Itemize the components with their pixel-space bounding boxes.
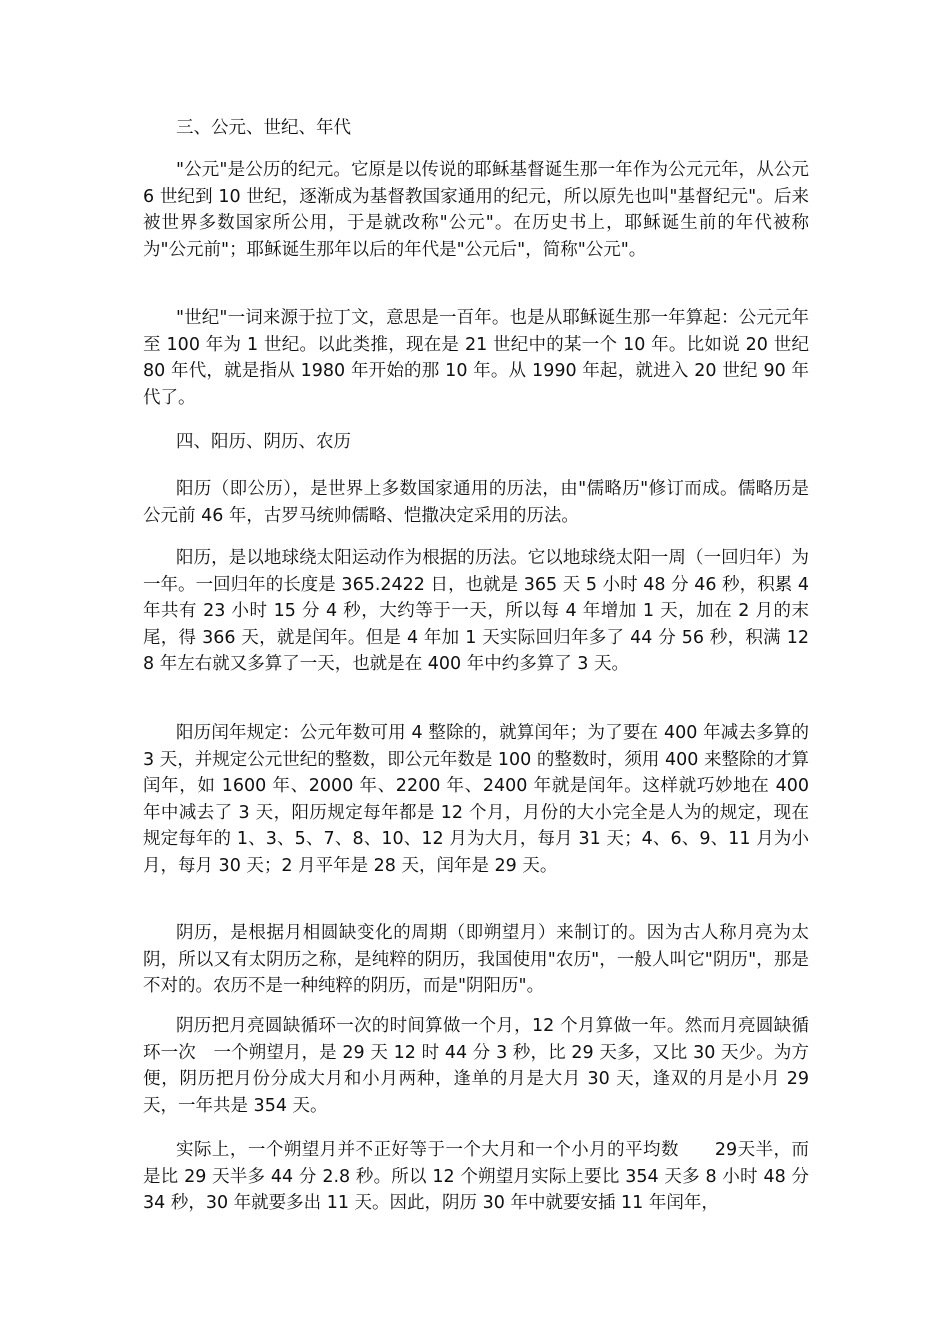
- paragraph-synodic-month: 实际上，一个朔望月并不正好等于一个大月和一个小月的平均数 29天半，而是比 29 天半多 44 分 2.8 秒。所以 12 个朔望月实际上要比 354 天多 8 小时 48 分 34 秒，30 年就要多出 11 天。因此，阴历 30 年中就要安插 11 年闰年，: [143, 1140, 809, 1213]
- section-heading-3: 三、公元、世纪、年代: [176, 118, 351, 138]
- paragraph-yinli-months: 阴历把月亮圆缺循环一次的时间算做一个月，12 个月算做一年。然而月亮圆缺循环一次 一个朔望月，是 29 天 12 时 44 分 3 秒，比 29 天多，又比 30 天少。为方便，阴历把月份分成大月和小月两种，逢单的月是大月 30 天，逢双的月是小月 29 天，一年共是 354 天。: [143, 1016, 809, 1116]
- paragraph-shiji: "世纪"一词来源于拉丁文，意思是一百年。也是从耶稣诞生那一年算起：公元元年至 100 年为 1 世纪。以此类推，现在是 21 世纪中的某一个 10 年。比如说 20 世纪 80 年代，就是指从 1980 年开始的那 10 年。从 1990 年起，就进入 20 世纪 90 年代了。: [143, 308, 809, 408]
- paragraph-yangli-intro: 阳历（即公历），是世界上多数国家通用的历法，由"儒略历"修订而成。儒略历是公元前 46 年，古罗马统帅儒略、恺撒决定采用的历法。: [143, 479, 809, 526]
- paragraph-leap-year-rules: 阳历闰年规定：公元年数可用 4 整除的，就算闰年；为了要在 400 年减去多算的 3 天，并规定公元世纪的整数，即公元年数是 100 的整数时，须用 400 来整除的才算闰年，如 1600 年、2000 年、2200 年、2400 年就是闰年。这样就巧妙地在 400 年中减去了 3 天，阳历规定每年都是 12 个月，月份的大小完全是人为的规定，现在规定每年的 1、3、5、7、8、10、12 月为大月，每月 31 天；4、6、9、11 月为小月，每月 30 天；2 月平年是 28 天，闰年是 29 天。: [143, 723, 809, 876]
- section-heading-4: 四、阳历、阴历、农历: [176, 432, 351, 452]
- paragraph-gongyuan: "公元"是公历的纪元。它原是以传说的耶稣基督诞生那一年作为公元元年，从公元 6 世纪到 10 世纪，逐渐成为基督教国家通用的纪元，所以原先也叫"基督纪元"。后来被世界多数国家所公用，于是就改称"公元"。在历史书上，耶稣诞生前的年代被称为"公元前"；耶稣诞生那年以后的年代是"公元后"，简称"公元"。: [143, 160, 809, 260]
- paragraph-yangli-definition: 阳历，是以地球绕太阳运动作为根据的历法。它以地球绕太阳一周（一回归年）为一年。一回归年的长度是 365.2422 日，也就是 365 天 5 小时 48 分 46 秒，积累 4 年共有 23 小时 15 分 4 秒，大约等于一天，所以每 4 年增加 1 天，加在 2 月的末尾，得 366 天，就是闰年。但是 4 年加 1 天实际回归年多了 44 分 56 秒，积满 128 年左右就又多算了一天，也就是在 400 年中约多算了 3 天。: [143, 548, 809, 674]
- paragraph-yinli-definition: 阴历，是根据月相圆缺变化的周期（即朔望月）来制订的。因为古人称月亮为太阴，所以又有太阴历之称，是纯粹的阴历，我国使用"农历"，一般人叫它"阴历"，那是不对的。农历不是一种纯粹的阴历，而是"阴阳历"。: [143, 923, 809, 996]
